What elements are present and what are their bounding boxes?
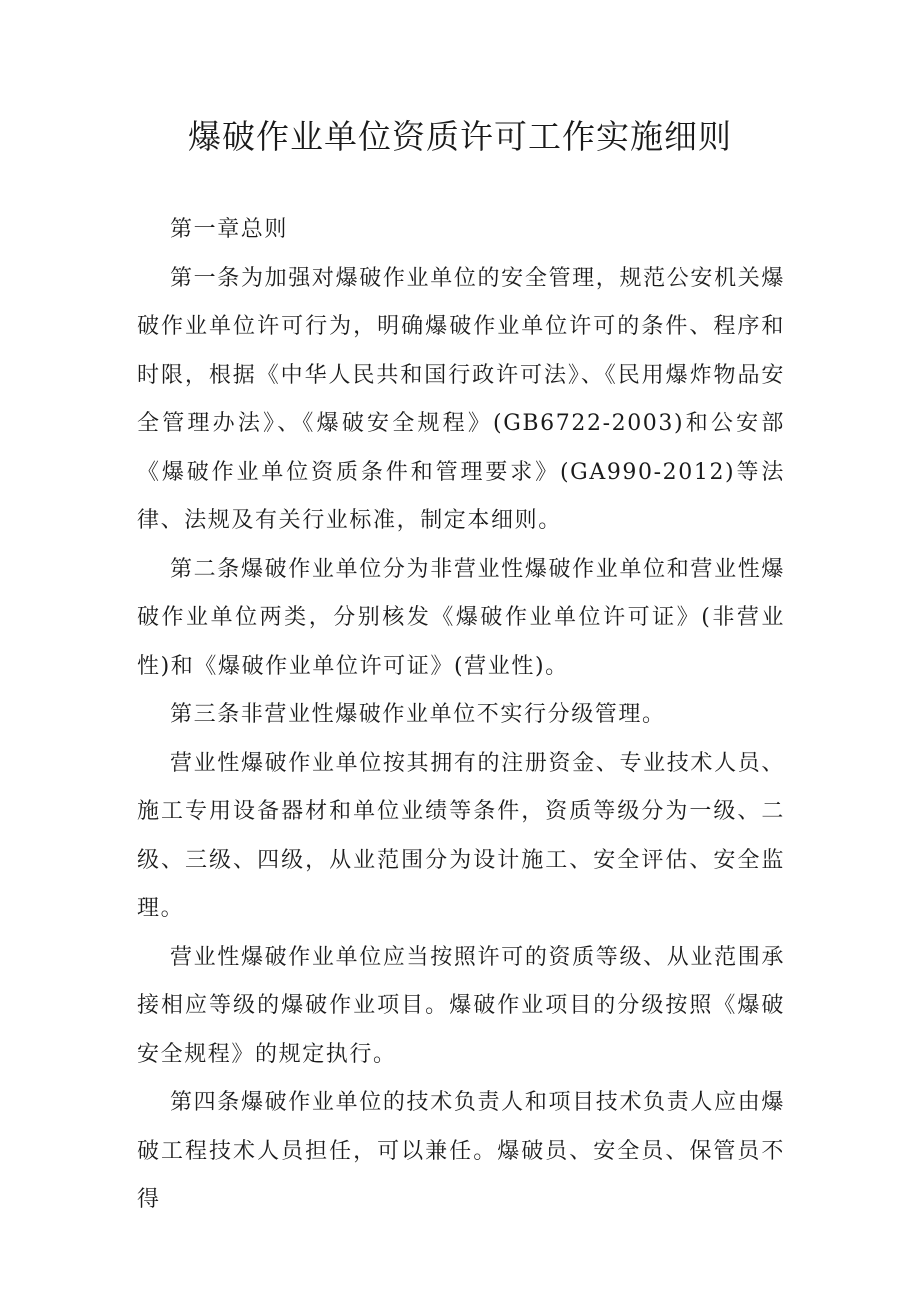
paragraph-scope: 营业性爆破作业单位应当按照许可的资质等级、从业范围承接相应等级的爆破作业项目。爆破作业项目的分级按照《爆破安全规程》的规定执行。 (137, 944, 785, 1067)
document-title: 爆破作业单位资质许可工作实施细则 (188, 117, 732, 156)
paragraph-article-2: 第二条爆破作业单位分为非营业性爆破作业单位和营业性爆破作业单位两类，分别核发《爆破作业单位许可证》(非营业性)和《爆破作业单位许可证》(营业性)。 (137, 556, 785, 679)
document-body (137, 206, 785, 1225)
paragraph-article-1: 第一条为加强对爆破作业单位的安全管理，规范公安机关爆破作业单位许可行为，明确爆破作业单位许可的条件、程序和时限，根据《中华人民共和国行政许可法》、《民用爆炸物品安全管理办法》、《爆破安全规程》(GB6722-2003)和公安部《爆破作业单位资质条件和管理要求》(GA990-2012)等法律、法规及有关行业标准，制定本细则。 (137, 265, 785, 533)
paragraph-article-3: 第三条非营业性爆破作业单位不实行分级管理。 (170, 702, 666, 727)
paragraph-qualification-levels: 营业性爆破作业单位按其拥有的注册资金、专业技术人员、施工专用设备器材和单位业绩等条件，资质等级分为一级、二级、三级、四级，从业范围分为设计施工、安全评估、安全监理。 (137, 750, 785, 921)
chapter-heading: 第一章总则 (170, 217, 289, 242)
paragraph-article-4: 第四条爆破作业单位的技术负责人和项目技术负责人应由爆破工程技术人员担任，可以兼任。爆破员、安全员、保管员不得 (137, 1090, 785, 1212)
